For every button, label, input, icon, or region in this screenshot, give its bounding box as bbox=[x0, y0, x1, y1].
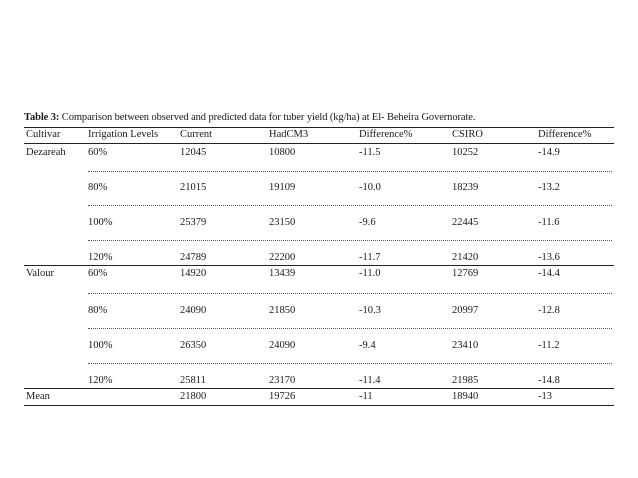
header-current: Current bbox=[180, 129, 213, 140]
header-csiro: CSIRO bbox=[452, 129, 483, 140]
cell-difference-hadcm3: -11.7 bbox=[359, 252, 381, 263]
caption-label: Table 3: bbox=[24, 112, 60, 123]
cell-current: 25811 bbox=[180, 375, 206, 386]
cultivar-divider bbox=[24, 265, 614, 266]
row-divider bbox=[88, 240, 612, 241]
cell-cultivar: Valour bbox=[26, 268, 54, 279]
cell-irrigation: 60% bbox=[88, 268, 108, 279]
cell-hadcm3: 23150 bbox=[269, 217, 296, 228]
cell-current: 14920 bbox=[180, 268, 207, 279]
cell-difference-hadcm3: -10.0 bbox=[359, 182, 381, 193]
cell-difference-csiro: -11.6 bbox=[538, 217, 560, 228]
cell-current: 24789 bbox=[180, 252, 207, 263]
cell-current: 12045 bbox=[180, 147, 207, 158]
cell-csiro: 12769 bbox=[452, 268, 479, 279]
cell-difference-csiro: -14.4 bbox=[538, 268, 560, 279]
cell-difference-hadcm3: -11.5 bbox=[359, 147, 381, 158]
table-top-rule bbox=[24, 127, 614, 128]
cell-irrigation: 80% bbox=[88, 305, 108, 316]
cell-current: 24090 bbox=[180, 305, 207, 316]
cell-hadcm3: 22200 bbox=[269, 252, 296, 263]
table-caption bbox=[24, 112, 624, 123]
cell-difference-csiro: -13.6 bbox=[538, 252, 560, 263]
cell-cultivar: Dezareah bbox=[26, 147, 66, 158]
cell-csiro: 20997 bbox=[452, 305, 479, 316]
cell-irrigation: 60% bbox=[88, 147, 108, 158]
cell-hadcm3: 10800 bbox=[269, 147, 296, 158]
cell-current: 21015 bbox=[180, 182, 207, 193]
cell-current: 21800 bbox=[180, 391, 207, 402]
cell-difference-hadcm3: -11.4 bbox=[359, 375, 381, 386]
cell-difference-csiro: -13 bbox=[538, 391, 552, 402]
cell-csiro: 22445 bbox=[452, 217, 479, 228]
cell-cultivar: Mean bbox=[26, 391, 50, 402]
cell-difference-hadcm3: -9.6 bbox=[359, 217, 376, 228]
cell-hadcm3: 24090 bbox=[269, 340, 296, 351]
cell-irrigation: 120% bbox=[88, 252, 113, 263]
cell-difference-csiro: -11.2 bbox=[538, 340, 560, 351]
cell-difference-hadcm3: -11 bbox=[359, 391, 373, 402]
cell-irrigation: 80% bbox=[88, 182, 108, 193]
row-divider bbox=[88, 293, 612, 294]
cell-hadcm3: 19726 bbox=[269, 391, 296, 402]
cell-current: 25379 bbox=[180, 217, 207, 228]
cell-csiro: 18239 bbox=[452, 182, 479, 193]
cell-difference-csiro: -14.9 bbox=[538, 147, 560, 158]
cell-difference-csiro: -14.8 bbox=[538, 375, 560, 386]
cell-csiro: 21420 bbox=[452, 252, 479, 263]
cell-hadcm3: 13439 bbox=[269, 268, 296, 279]
cell-hadcm3: 19109 bbox=[269, 182, 296, 193]
cell-csiro: 21985 bbox=[452, 375, 479, 386]
cell-hadcm3: 21850 bbox=[269, 305, 296, 316]
header-hadcm3: HadCM3 bbox=[269, 129, 309, 140]
row-divider bbox=[88, 328, 612, 329]
mean-divider bbox=[24, 388, 614, 389]
cell-csiro: 18940 bbox=[452, 391, 479, 402]
row-divider bbox=[88, 363, 612, 364]
cell-hadcm3: 23170 bbox=[269, 375, 296, 386]
cell-current: 26350 bbox=[180, 340, 207, 351]
table-header-rule bbox=[24, 143, 614, 144]
cell-csiro: 10252 bbox=[452, 147, 479, 158]
cell-difference-hadcm3: -9.4 bbox=[359, 340, 376, 351]
cell-difference-hadcm3: -10.3 bbox=[359, 305, 381, 316]
header-irrigation-levels: Irrigation Levels bbox=[88, 129, 159, 140]
cell-irrigation: 100% bbox=[88, 340, 113, 351]
cell-difference-csiro: -12.8 bbox=[538, 305, 560, 316]
cell-irrigation: 120% bbox=[88, 375, 113, 386]
row-divider bbox=[88, 205, 612, 206]
cell-difference-hadcm3: -11.0 bbox=[359, 268, 381, 279]
cell-difference-csiro: -13.2 bbox=[538, 182, 560, 193]
header-cultivar: Cultivar bbox=[26, 129, 61, 140]
row-divider bbox=[88, 171, 612, 172]
cell-irrigation: 100% bbox=[88, 217, 113, 228]
header-difference-csiro: Difference% bbox=[538, 129, 592, 140]
caption-text: Comparison between observed and predicted data for tuber yield (kg/ha) at El- Beheira Governorate. bbox=[59, 112, 476, 123]
cell-csiro: 23410 bbox=[452, 340, 479, 351]
table-bottom-rule bbox=[24, 405, 614, 406]
header-difference-hadcm3: Difference% bbox=[359, 129, 413, 140]
